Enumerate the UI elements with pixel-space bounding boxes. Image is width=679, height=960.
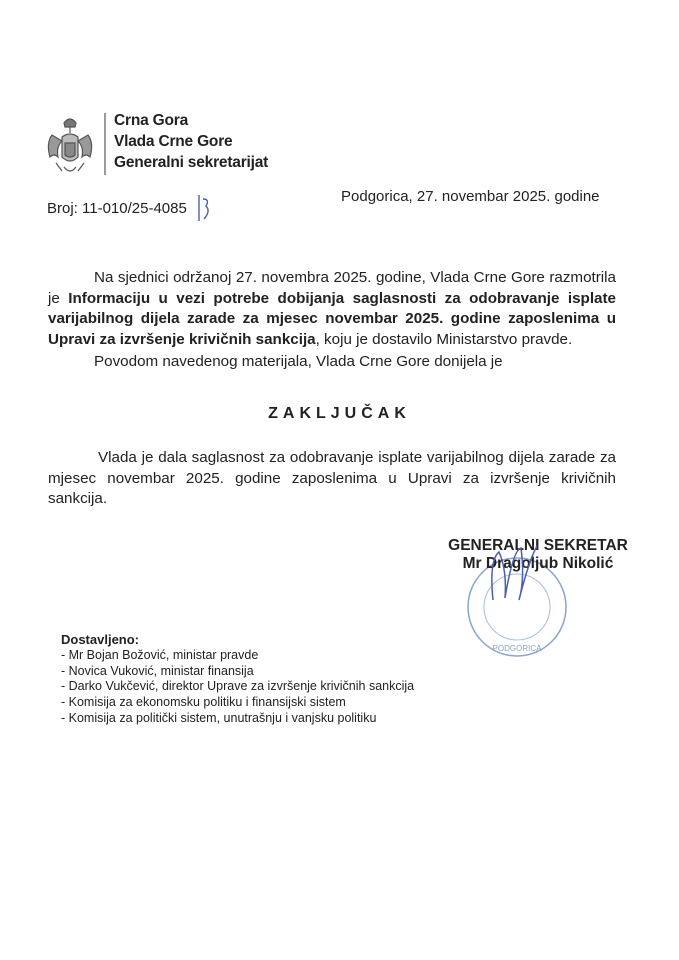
- svg-text:PODGORICA: PODGORICA: [492, 644, 542, 653]
- country-name: Crna Gora: [114, 112, 188, 129]
- occasion-paragraph: Povodom navedenog materijala, Vlada Crne Gore donijela je: [94, 353, 503, 370]
- secretariat-name: Generalni sekretarijat: [114, 154, 269, 171]
- handwritten-mark-icon: [196, 193, 212, 223]
- signatory-title: GENERALNI SEKRETAR: [448, 537, 628, 554]
- header-divider: [104, 113, 106, 175]
- intro-text-1: Na sjednici održanoj 27. novembra 2025. godine, Vlada Crne Gore razmotrila je: [48, 269, 616, 307]
- coat-of-arms-icon: [42, 113, 98, 179]
- distribution-heading: Dostavljeno:: [61, 632, 140, 647]
- intro-subject: Informaciju u vezi potrebe dobijanja saglasnosti za odobravanje isplate varijabilnog dijela zarade za mjesec novembar 2025. godine zaposlenima u Upravi za izvršenje krivičnih sankcija: [48, 289, 616, 348]
- conclusion-paragraph: [48, 448, 616, 510]
- distribution-item: - Mr Bojan Božović, ministar pravde: [61, 647, 259, 662]
- reference-number: Broj: 11-010/25-4085: [47, 200, 187, 217]
- government-name: Vlada Crne Gore: [114, 133, 233, 150]
- signatory-name: Mr Dragoljub Nikolić: [462, 555, 614, 572]
- distribution-list: [61, 632, 414, 727]
- distribution-item: - Komisija za politički sistem, unutrašnju i vanjsku politiku: [61, 710, 377, 725]
- handwritten-signature-icon: [485, 540, 545, 610]
- letterhead: [114, 110, 268, 173]
- distribution-item: - Komisija za ekonomsku politiku i finansijski sistem: [61, 695, 346, 710]
- intro-text-2: , koju je dostavilo Ministarstvo pravde.: [315, 330, 573, 348]
- conclusion-title: ZAKLJUČAK: [268, 405, 411, 422]
- intro-paragraph: [48, 268, 616, 350]
- distribution-item: - Novica Vuković, ministar finansija: [61, 663, 254, 678]
- conclusion-text: Vlada je dala saglasnost za odobravanje isplate varijabilnog dijela zarade za mjesec novembar 2025. godine zaposlenima u Upravi za izvršenje krivičnih sankcija.: [48, 449, 616, 507]
- distribution-item: - Darko Vukčević, direktor Uprave za izvršenje krivičnih sankcija: [61, 679, 415, 694]
- date-line: Podgorica, 27. novembar 2025. godine: [341, 188, 600, 205]
